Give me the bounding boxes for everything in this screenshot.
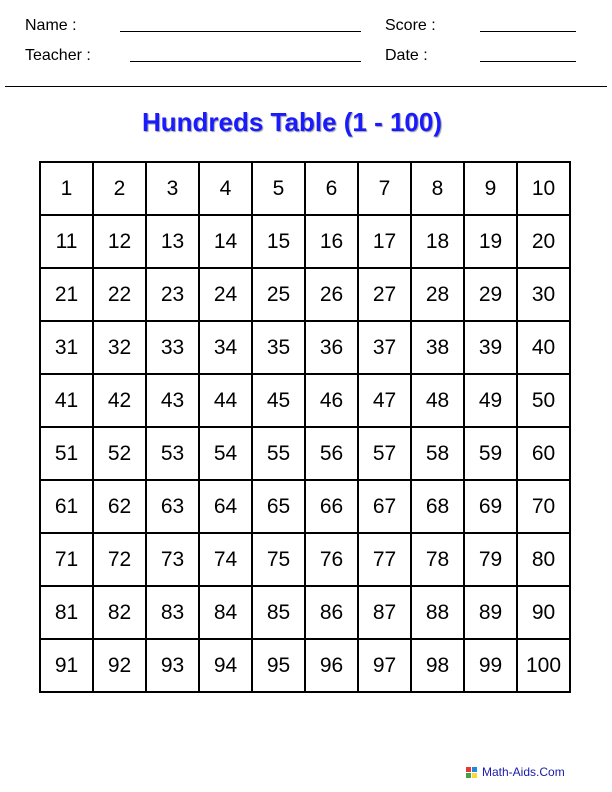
number-cell: 47 bbox=[358, 374, 411, 427]
number-cell: 80 bbox=[517, 533, 570, 586]
table-row bbox=[40, 639, 570, 692]
number-cell: 70 bbox=[517, 480, 570, 533]
number-cell: 32 bbox=[93, 321, 146, 374]
number-cell: 21 bbox=[40, 268, 93, 321]
logo-square bbox=[472, 767, 477, 772]
number-cell: 20 bbox=[517, 215, 570, 268]
number-cell: 76 bbox=[305, 533, 358, 586]
score-field[interactable] bbox=[480, 31, 576, 32]
number-cell: 85 bbox=[252, 586, 305, 639]
hundreds-table bbox=[39, 161, 571, 693]
teacher-field[interactable] bbox=[130, 61, 361, 62]
footer-brand bbox=[466, 765, 565, 779]
number-cell: 15 bbox=[252, 215, 305, 268]
number-cell: 30 bbox=[517, 268, 570, 321]
number-cell: 89 bbox=[464, 586, 517, 639]
number-cell: 92 bbox=[93, 639, 146, 692]
number-cell: 88 bbox=[411, 586, 464, 639]
number-cell: 34 bbox=[199, 321, 252, 374]
number-cell: 68 bbox=[411, 480, 464, 533]
number-cell: 50 bbox=[517, 374, 570, 427]
number-cell: 26 bbox=[305, 268, 358, 321]
number-cell: 7 bbox=[358, 162, 411, 215]
logo-square bbox=[466, 773, 471, 778]
number-cell: 83 bbox=[146, 586, 199, 639]
number-cell: 77 bbox=[358, 533, 411, 586]
number-cell: 72 bbox=[93, 533, 146, 586]
number-cell: 6 bbox=[305, 162, 358, 215]
number-cell: 45 bbox=[252, 374, 305, 427]
number-cell: 9 bbox=[464, 162, 517, 215]
number-cell: 63 bbox=[146, 480, 199, 533]
number-cell: 90 bbox=[517, 586, 570, 639]
number-cell: 37 bbox=[358, 321, 411, 374]
score-label: Score : bbox=[385, 17, 436, 34]
number-cell: 61 bbox=[40, 480, 93, 533]
number-cell: 5 bbox=[252, 162, 305, 215]
number-cell: 94 bbox=[199, 639, 252, 692]
number-cell: 100 bbox=[517, 639, 570, 692]
table-row bbox=[40, 374, 570, 427]
number-cell: 54 bbox=[199, 427, 252, 480]
number-cell: 22 bbox=[93, 268, 146, 321]
number-cell: 75 bbox=[252, 533, 305, 586]
number-cell: 38 bbox=[411, 321, 464, 374]
number-cell: 44 bbox=[199, 374, 252, 427]
number-cell: 27 bbox=[358, 268, 411, 321]
date-field[interactable] bbox=[480, 61, 576, 62]
number-cell: 59 bbox=[464, 427, 517, 480]
number-cell: 1 bbox=[40, 162, 93, 215]
number-cell: 82 bbox=[93, 586, 146, 639]
number-cell: 42 bbox=[93, 374, 146, 427]
table-row bbox=[40, 533, 570, 586]
number-cell: 66 bbox=[305, 480, 358, 533]
brand-text: Math-Aids.Com bbox=[482, 765, 565, 779]
number-cell: 87 bbox=[358, 586, 411, 639]
number-cell: 81 bbox=[40, 586, 93, 639]
number-cell: 33 bbox=[146, 321, 199, 374]
number-cell: 18 bbox=[411, 215, 464, 268]
number-cell: 51 bbox=[40, 427, 93, 480]
number-cell: 28 bbox=[411, 268, 464, 321]
number-cell: 12 bbox=[93, 215, 146, 268]
number-cell: 60 bbox=[517, 427, 570, 480]
date-label: Date : bbox=[385, 47, 428, 64]
number-cell: 2 bbox=[93, 162, 146, 215]
number-cell: 25 bbox=[252, 268, 305, 321]
number-cell: 74 bbox=[199, 533, 252, 586]
number-cell: 65 bbox=[252, 480, 305, 533]
table-row bbox=[40, 162, 570, 215]
number-cell: 36 bbox=[305, 321, 358, 374]
table-row bbox=[40, 480, 570, 533]
number-cell: 39 bbox=[464, 321, 517, 374]
number-cell: 79 bbox=[464, 533, 517, 586]
number-cell: 16 bbox=[305, 215, 358, 268]
number-cell: 73 bbox=[146, 533, 199, 586]
number-cell: 23 bbox=[146, 268, 199, 321]
number-cell: 78 bbox=[411, 533, 464, 586]
math-aids-logo-icon bbox=[466, 767, 477, 778]
logo-square bbox=[466, 767, 471, 772]
table-row bbox=[40, 427, 570, 480]
number-cell: 71 bbox=[40, 533, 93, 586]
number-cell: 64 bbox=[199, 480, 252, 533]
number-cell: 57 bbox=[358, 427, 411, 480]
number-cell: 8 bbox=[411, 162, 464, 215]
number-cell: 13 bbox=[146, 215, 199, 268]
number-cell: 93 bbox=[146, 639, 199, 692]
teacher-label: Teacher : bbox=[25, 47, 91, 64]
table-row bbox=[40, 215, 570, 268]
number-cell: 35 bbox=[252, 321, 305, 374]
number-cell: 14 bbox=[199, 215, 252, 268]
number-cell: 99 bbox=[464, 639, 517, 692]
number-cell: 62 bbox=[93, 480, 146, 533]
number-cell: 46 bbox=[305, 374, 358, 427]
number-cell: 58 bbox=[411, 427, 464, 480]
number-cell: 4 bbox=[199, 162, 252, 215]
number-cell: 3 bbox=[146, 162, 199, 215]
page-title: Hundreds Table (1 - 100) bbox=[141, 107, 443, 137]
table-row bbox=[40, 586, 570, 639]
number-cell: 98 bbox=[411, 639, 464, 692]
header-divider bbox=[5, 86, 607, 87]
number-cell: 53 bbox=[146, 427, 199, 480]
number-cell: 55 bbox=[252, 427, 305, 480]
number-cell: 17 bbox=[358, 215, 411, 268]
number-cell: 56 bbox=[305, 427, 358, 480]
number-cell: 86 bbox=[305, 586, 358, 639]
number-cell: 84 bbox=[199, 586, 252, 639]
number-cell: 19 bbox=[464, 215, 517, 268]
name-label: Name : bbox=[25, 17, 77, 34]
number-cell: 24 bbox=[199, 268, 252, 321]
table-row bbox=[40, 268, 570, 321]
number-cell: 97 bbox=[358, 639, 411, 692]
number-cell: 11 bbox=[40, 215, 93, 268]
number-cell: 41 bbox=[40, 374, 93, 427]
number-cell: 52 bbox=[93, 427, 146, 480]
number-cell: 40 bbox=[517, 321, 570, 374]
number-cell: 95 bbox=[252, 639, 305, 692]
number-cell: 96 bbox=[305, 639, 358, 692]
number-cell: 31 bbox=[40, 321, 93, 374]
number-cell: 49 bbox=[464, 374, 517, 427]
table-row bbox=[40, 321, 570, 374]
number-cell: 69 bbox=[464, 480, 517, 533]
number-cell: 67 bbox=[358, 480, 411, 533]
number-cell: 43 bbox=[146, 374, 199, 427]
number-cell: 10 bbox=[517, 162, 570, 215]
logo-square bbox=[472, 773, 477, 778]
number-cell: 91 bbox=[40, 639, 93, 692]
number-cell: 29 bbox=[464, 268, 517, 321]
name-field[interactable] bbox=[120, 31, 361, 32]
number-cell: 48 bbox=[411, 374, 464, 427]
